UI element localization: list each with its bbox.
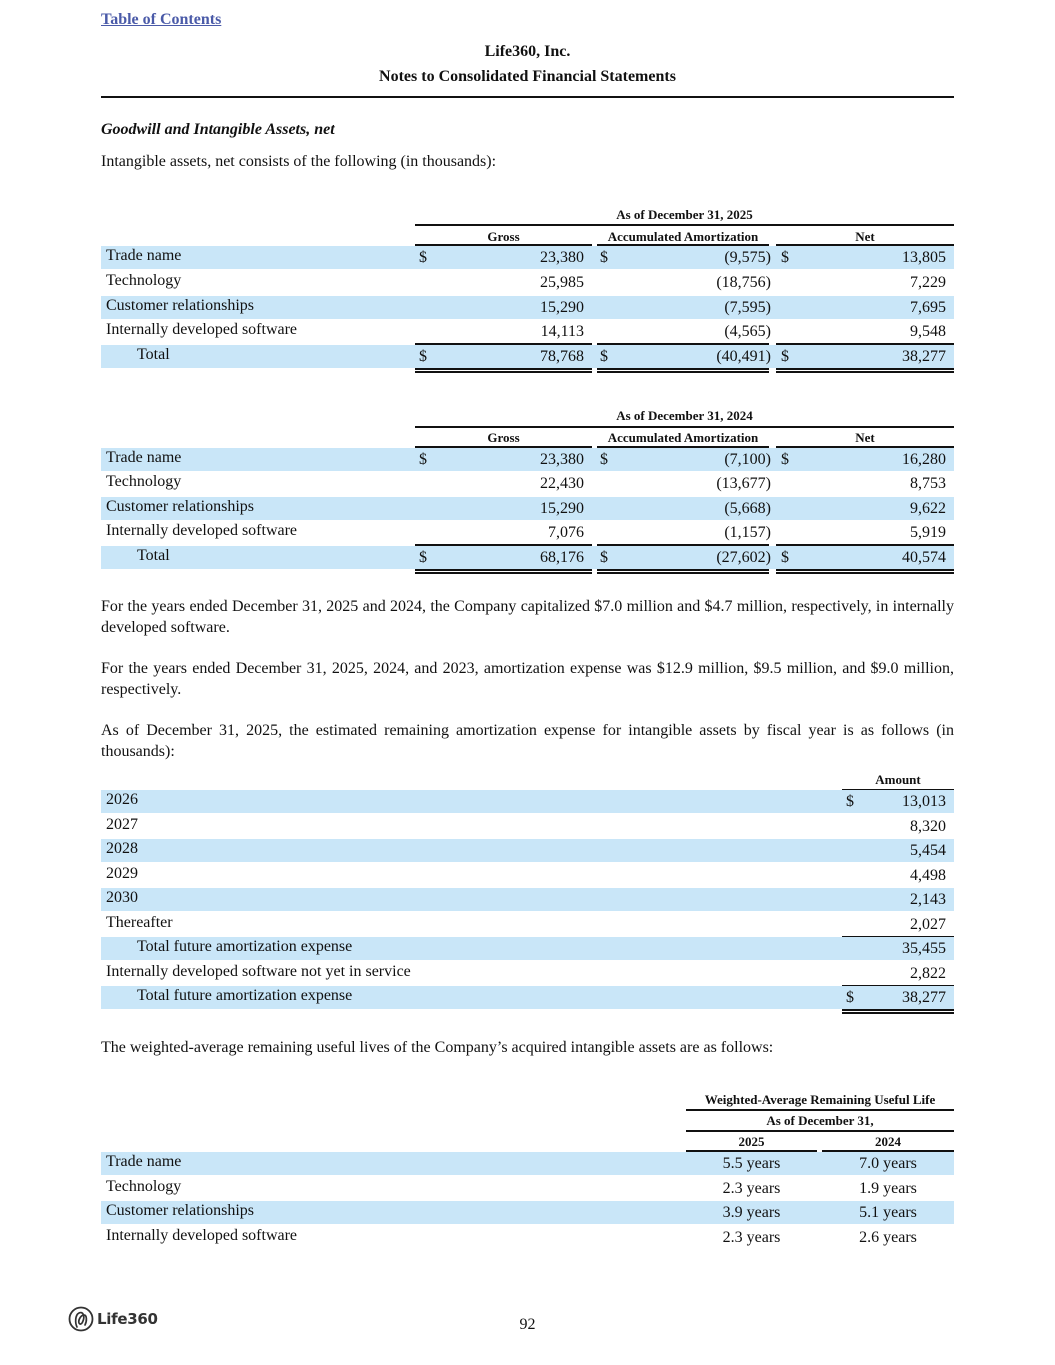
gross-total: 78,768 xyxy=(540,348,584,365)
life-2024: 7.0 years xyxy=(859,1155,917,1172)
row-label: 2026 xyxy=(106,791,138,808)
net-total: 38,277 xyxy=(902,348,946,365)
gross-total: 68,176 xyxy=(540,549,584,566)
table-row xyxy=(101,497,954,520)
row-label: Thereafter xyxy=(106,914,173,931)
table-row xyxy=(101,472,954,495)
table-row xyxy=(101,839,954,862)
accum-total: (40,491) xyxy=(716,348,771,365)
col-gross: Gross xyxy=(487,430,520,445)
currency-sign: $ xyxy=(419,249,427,266)
useful-life-header: Weighted-Average Remaining Useful Life xyxy=(704,1092,936,1107)
row-label: 2027 xyxy=(106,816,138,833)
intro-text: Intangible assets, net consists of the following (in thousands): xyxy=(101,153,497,170)
row-label: Internally developed software xyxy=(106,321,298,338)
net-value: 8,753 xyxy=(910,475,946,492)
company-name: Life360, Inc. xyxy=(484,43,571,60)
accum-value: (1,157) xyxy=(724,524,771,541)
amount-total: 38,277 xyxy=(902,989,946,1006)
row-label: Total future amortization expense xyxy=(137,987,353,1004)
currency-sign: $ xyxy=(600,348,608,365)
net-value: 9,548 xyxy=(910,323,946,340)
row-label: 2030 xyxy=(106,889,138,906)
section-title: Goodwill and Intangible Assets, net xyxy=(101,121,335,138)
currency-sign: $ xyxy=(846,793,854,810)
gross-value: 7,076 xyxy=(548,524,584,541)
life-2025: 3.9 years xyxy=(722,1204,781,1221)
currency-sign: $ xyxy=(781,348,789,365)
rule xyxy=(686,1109,954,1111)
table-row xyxy=(101,271,954,294)
row-label: 2029 xyxy=(106,865,138,882)
table-row xyxy=(101,962,954,985)
table-row xyxy=(101,296,954,319)
amount-value: 35,455 xyxy=(902,940,946,957)
double-rule xyxy=(776,569,954,574)
table-row xyxy=(101,864,954,887)
row-label: Internally developed software xyxy=(106,522,298,539)
gross-value: 15,290 xyxy=(540,500,584,517)
table-of-contents-link[interactable]: Table of Contents xyxy=(101,11,222,28)
amount-value: 5,454 xyxy=(910,842,946,859)
accum-value: (7,595) xyxy=(724,299,771,316)
amount-value: 2,143 xyxy=(910,891,946,908)
net-value: 16,280 xyxy=(902,451,946,468)
col-accumulated-amortization: Accumulated Amortization xyxy=(607,229,759,244)
amount-value: 2,027 xyxy=(910,916,946,933)
table-row xyxy=(101,320,954,343)
table-row xyxy=(101,1152,954,1175)
accum-total: (27,602) xyxy=(716,549,771,566)
row-label: Technology xyxy=(106,473,182,490)
amortization-expense-text: For the years ended December 31, 2025, 2024, and 2023, amortization expense was $12.9 million, $9.5 million, and $9.0 million, respectively. xyxy=(101,660,954,698)
currency-sign: $ xyxy=(600,549,608,566)
life-2025: 5.5 years xyxy=(722,1155,781,1172)
table-total-row xyxy=(101,986,954,1009)
table-row xyxy=(101,1177,954,1200)
amount-value: 4,498 xyxy=(910,867,946,884)
currency-sign: $ xyxy=(600,249,608,266)
gross-value: 15,290 xyxy=(540,299,584,316)
double-rule xyxy=(842,1009,954,1014)
gross-value: 22,430 xyxy=(540,475,584,492)
accum-value: (5,668) xyxy=(724,500,771,517)
net-value: 7,695 xyxy=(910,299,946,316)
row-label: Trade name xyxy=(106,247,182,264)
currency-sign: $ xyxy=(419,451,427,468)
col-2024: 2024 xyxy=(875,1134,901,1149)
life-2025: 2.3 years xyxy=(722,1180,781,1197)
logo-wordmark: Life360 xyxy=(97,1310,158,1328)
gross-value: 14,113 xyxy=(540,323,584,340)
life-2024: 5.1 years xyxy=(859,1204,917,1221)
row-label: Technology xyxy=(106,272,182,289)
currency-sign: $ xyxy=(781,249,789,266)
net-value: 13,805 xyxy=(902,249,946,266)
life-2024: 1.9 years xyxy=(859,1180,917,1197)
rule xyxy=(686,1130,954,1132)
double-rule xyxy=(415,368,592,373)
gross-value: 23,380 xyxy=(540,249,584,266)
row-label: Total future amortization expense xyxy=(137,938,353,955)
col-net: Net xyxy=(855,229,875,244)
row-label: Trade name xyxy=(106,1153,182,1170)
row-label: Customer relationships xyxy=(106,1202,254,1219)
row-label: 2028 xyxy=(106,840,138,857)
remaining-amortization-intro: As of December 31, 2025, the estimated remaining amortization expense for intangible assets by fiscal year is as follows (in thousands): xyxy=(101,722,954,760)
table-row xyxy=(101,246,954,269)
currency-sign: $ xyxy=(419,348,427,365)
life-2024: 2.6 years xyxy=(859,1229,917,1246)
table-row xyxy=(101,790,954,813)
accum-value: (13,677) xyxy=(716,475,771,492)
net-total: 40,574 xyxy=(902,549,946,566)
amount-value: 8,320 xyxy=(910,818,946,835)
header-divider xyxy=(101,96,954,98)
table-total-row xyxy=(101,345,954,368)
table-period-header: As of December 31, 2024 xyxy=(616,408,753,423)
col-gross: Gross xyxy=(487,229,520,244)
row-label: Total xyxy=(137,547,170,564)
row-label: Customer relationships xyxy=(106,297,254,314)
accum-value: (4,565) xyxy=(724,323,771,340)
useful-lives-intro: The weighted-average remaining useful lives of the Company’s acquired intangible assets are as follows: xyxy=(101,1039,774,1056)
rule xyxy=(415,426,954,428)
table-row xyxy=(101,521,954,544)
col-2025: 2025 xyxy=(738,1134,765,1149)
accum-value: (7,100) xyxy=(724,451,771,468)
currency-sign: $ xyxy=(781,451,789,468)
subtotal-row xyxy=(101,937,954,960)
row-label: Trade name xyxy=(106,449,182,466)
gross-value: 23,380 xyxy=(540,451,584,468)
gross-value: 25,985 xyxy=(540,274,584,291)
row-label: Customer relationships xyxy=(106,498,254,515)
capitalized-software-text: For the years ended December 31, 2025 and 2024, the Company capitalized $7.0 million and $4.7 million, respectively, in internally developed software. xyxy=(101,598,954,636)
col-net: Net xyxy=(855,430,875,445)
col-amount: Amount xyxy=(875,772,921,787)
currency-sign: $ xyxy=(846,989,854,1006)
table-row xyxy=(101,888,954,911)
double-rule xyxy=(776,368,954,373)
table-row xyxy=(101,1201,954,1224)
accum-value: (18,756) xyxy=(716,274,771,291)
currency-sign: $ xyxy=(781,549,789,566)
row-label: Total xyxy=(137,346,170,363)
rule xyxy=(415,224,954,226)
net-value: 9,622 xyxy=(910,500,946,517)
page-number: 92 xyxy=(519,1316,536,1333)
currency-sign: $ xyxy=(600,451,608,468)
col-accumulated-amortization: Accumulated Amortization xyxy=(607,430,759,445)
double-rule xyxy=(597,368,769,373)
table-row xyxy=(101,1226,954,1249)
row-label: Technology xyxy=(106,1178,182,1195)
table-row xyxy=(101,815,954,838)
amount-value: 13,013 xyxy=(902,793,946,810)
row-label: Internally developed software not yet in service xyxy=(106,963,411,980)
accum-value: (9,575) xyxy=(724,249,771,266)
double-rule xyxy=(415,569,592,574)
page-title: Notes to Consolidated Financial Statements xyxy=(379,68,676,85)
currency-sign: $ xyxy=(419,549,427,566)
row-label: Internally developed software xyxy=(106,1227,298,1244)
table-total-row xyxy=(101,546,954,569)
as-of-header: As of December 31, xyxy=(766,1113,874,1128)
table-period-header: As of December 31, 2025 xyxy=(616,207,753,222)
table-row xyxy=(101,448,954,471)
double-rule xyxy=(597,569,769,574)
table-row xyxy=(101,913,954,936)
life-2025: 2.3 years xyxy=(722,1229,781,1246)
net-value: 5,919 xyxy=(910,524,946,541)
net-value: 7,229 xyxy=(910,274,946,291)
amount-value: 2,822 xyxy=(910,965,946,982)
